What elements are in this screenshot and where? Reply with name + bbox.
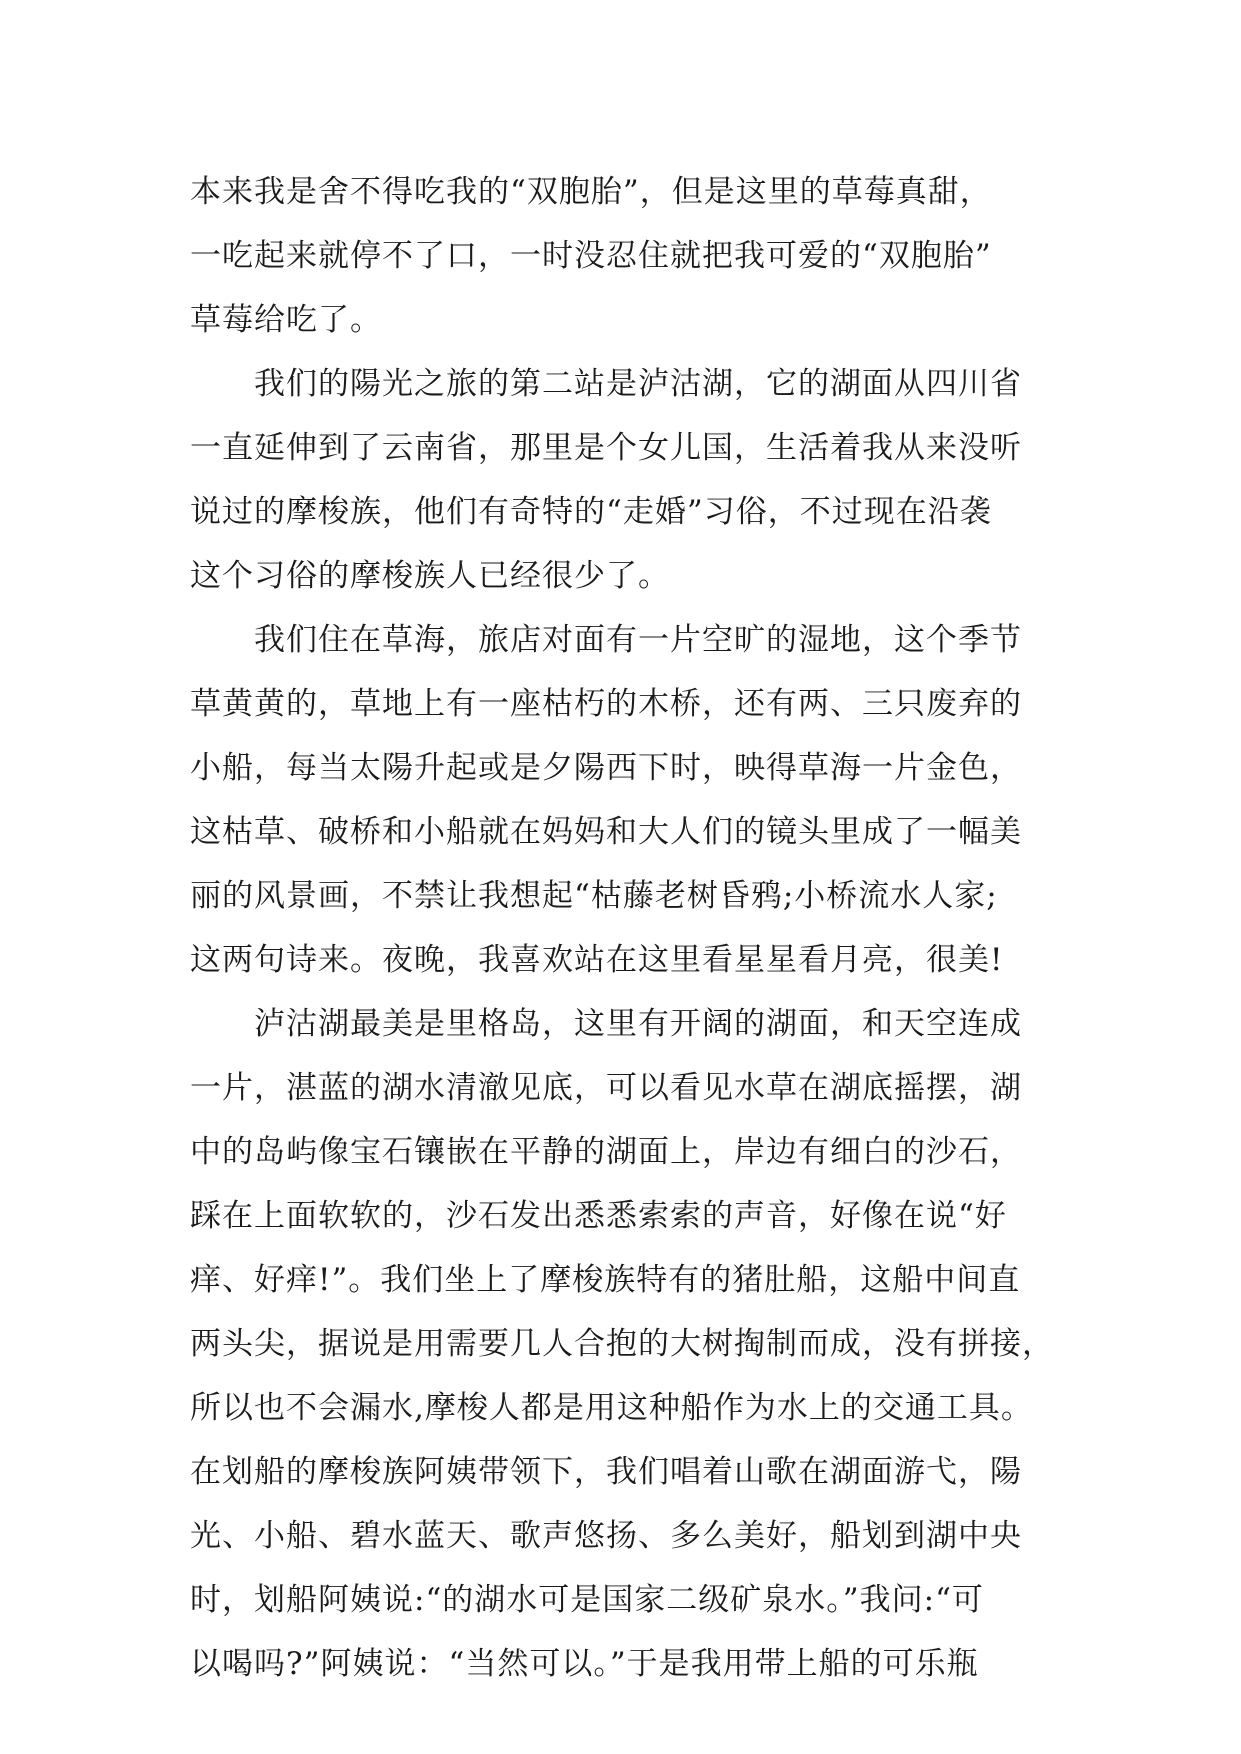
text-line: 两头尖，据说是用需要几人合抱的大树掏制而成，没有拼接， <box>190 1326 1054 1362</box>
paragraph-first-line: 我们住在草海，旅店对面有一片空旷的湿地，这个季节 <box>254 622 1022 658</box>
text-line: 本来我是舍不得吃我的“双胞胎”，但是这里的草莓真甜， <box>190 174 992 210</box>
text-line: 在划船的摩梭族阿姨带领下，我们唱着山歌在湖面游弋，陽 <box>190 1454 1022 1490</box>
text-line: 这枯草、破桥和小船就在妈妈和大人们的镜头里成了一幅美 <box>190 814 1022 850</box>
text-line: 以喝吗?”阿姨说：“当然可以。”于是我用带上船的可乐瓶 <box>190 1646 979 1682</box>
text-line: 这个习俗的摩梭族人已经很少了。 <box>190 558 670 594</box>
text-line: 时，划船阿姨说:“的湖水可是国家二级矿泉水。”我问:“可 <box>190 1582 984 1618</box>
text-line: 小船，每当太陽升起或是夕陽西下时，映得草海一片金色， <box>190 750 1022 786</box>
text-line: 痒、好痒!”。我们坐上了摩梭族特有的猪肚船，这船中间直 <box>190 1262 1021 1298</box>
text-line: 丽的风景画，不禁让我想起“枯藤老树昏鸦;小桥流水人家; <box>190 878 998 914</box>
paragraph-first-line: 泸沽湖最美是里格岛，这里有开阔的湖面，和天空连成 <box>254 1006 1022 1042</box>
text-line: 一直延伸到了云南省，那里是个女儿国，生活着我从来没听 <box>190 430 1022 466</box>
text-line: 踩在上面软软的，沙石发出悉悉索索的声音，好像在说“好 <box>190 1198 1007 1234</box>
text-line: 光、小船、碧水蓝天、歌声悠扬、多么美好，船划到湖中央 <box>190 1518 1022 1554</box>
text-line: 草黄黄的，草地上有一座枯朽的木桥，还有两、三只废弃的 <box>190 686 1022 722</box>
text-line: 草莓给吃了。 <box>190 302 382 338</box>
text-line: 说过的摩梭族，他们有奇特的“走婚”习俗，不过现在沿袭 <box>190 494 992 530</box>
text-line: 中的岛屿像宝石镶嵌在平静的湖面上，岸边有细白的沙石， <box>190 1134 1022 1170</box>
text-line: 这两句诗来。夜晚，我喜欢站在这里看星星看月亮，很美! <box>190 942 1004 978</box>
paragraph-first-line: 我们的陽光之旅的第二站是泸沽湖，它的湖面从四川省 <box>254 366 1022 402</box>
text-line: 所以也不会漏水,摩梭人都是用这种船作为水上的交通工具。 <box>190 1390 1033 1426</box>
text-line: 一吃起来就停不了口，一时没忍住就把我可爱的“双胞胎” <box>190 238 992 274</box>
document-body <box>190 160 1070 1696</box>
text-line: 一片，湛蓝的湖水清澈见底，可以看见水草在湖底摇摆，湖 <box>190 1070 1022 1106</box>
